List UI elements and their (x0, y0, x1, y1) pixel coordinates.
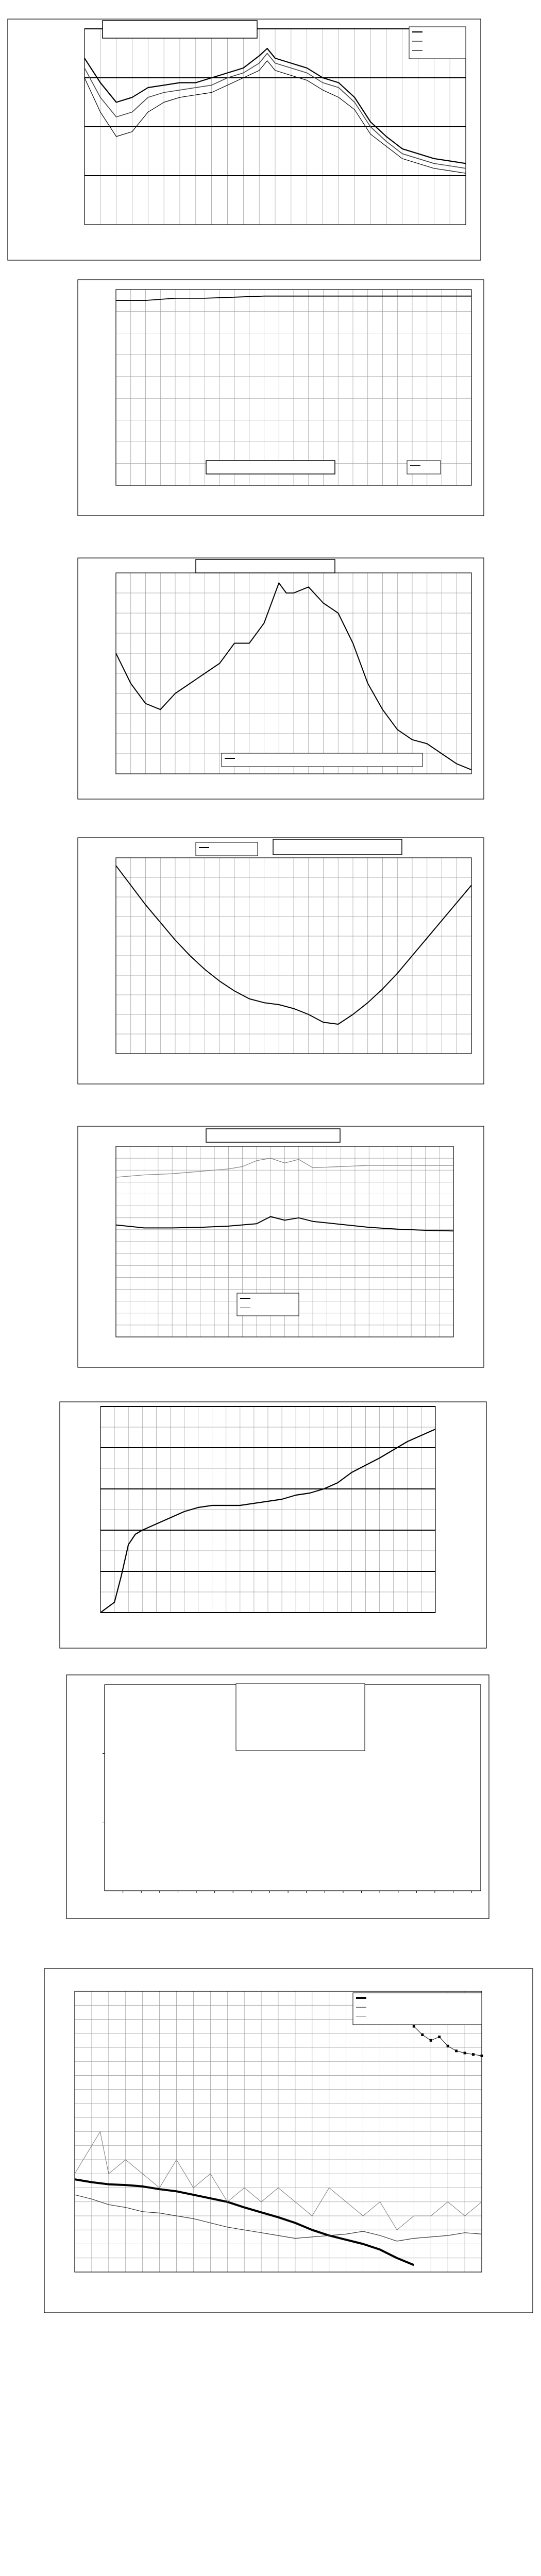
title-box (236, 1684, 365, 1751)
title-box (196, 560, 335, 573)
chart-frame (78, 838, 484, 1084)
legend (237, 1293, 299, 1316)
legend (196, 842, 258, 856)
legend (353, 1993, 482, 2025)
chart-mixing-ratio-svg (77, 557, 484, 800)
chart-grass (77, 1126, 484, 1368)
chart-pressure-svg (77, 837, 484, 1084)
chart-temperature (7, 19, 481, 261)
chart-wind-svg (44, 1968, 533, 2313)
series-point (413, 2025, 415, 2028)
chart-humidity (77, 279, 484, 516)
chart-pressure (77, 837, 484, 1084)
chart-frame (78, 280, 484, 516)
chart-rainfall (59, 1401, 487, 1649)
series-point (472, 2053, 475, 2056)
series-point (438, 2036, 441, 2038)
series-point (464, 2052, 466, 2054)
title-box (103, 21, 257, 38)
chart-sunshine-svg (66, 1674, 489, 1919)
chart-temperature-svg (7, 19, 481, 261)
series-point (447, 2045, 449, 2047)
chart-rainfall-svg (59, 1401, 487, 1649)
series-point (455, 2049, 458, 2052)
chart-wind (44, 1968, 533, 2313)
chart-mixing-ratio (77, 557, 484, 800)
title-box (206, 1129, 340, 1142)
chart-sunshine (66, 1674, 489, 1919)
series-point (481, 2055, 483, 2057)
chart-grass-svg (77, 1126, 484, 1368)
series-point (421, 2033, 424, 2036)
series-point (430, 2039, 432, 2042)
chart-frame (60, 1402, 486, 1648)
title-box (206, 461, 335, 474)
title-box (273, 839, 402, 855)
legend (407, 461, 441, 474)
chart-humidity-svg (77, 279, 484, 516)
legend (222, 753, 422, 767)
chart-frame (78, 1126, 484, 1367)
